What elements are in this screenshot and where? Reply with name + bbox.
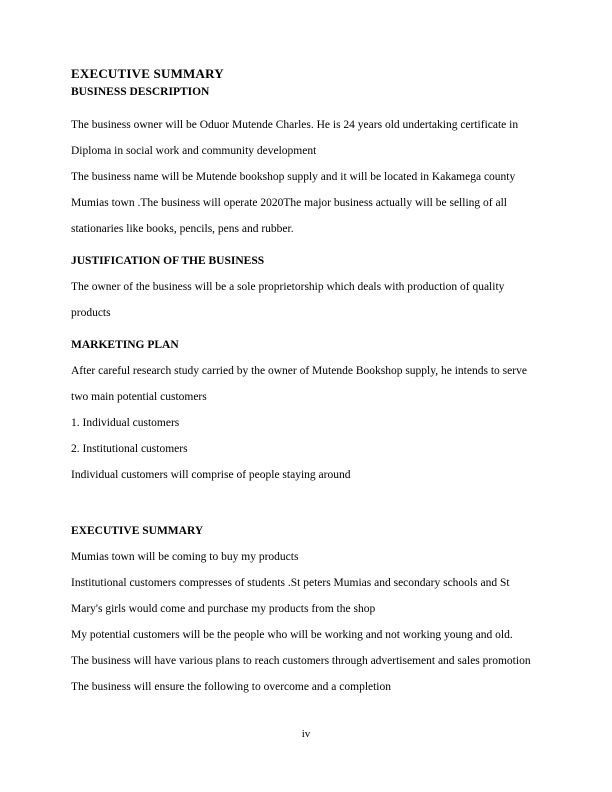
heading-business-description: BUSINESS DESCRIPTION: [71, 86, 210, 98]
paragraph-mumias-town: Mumias town will be coming to buy my products: [71, 551, 299, 563]
paragraph-research-study: After careful research study carried by the owner of Mutende Bookshop supply, he intends to serve two main potential customers: [71, 365, 527, 403]
list-item-individual-customers: 1. Individual customers: [71, 417, 180, 429]
paragraph-sole-proprietorship: The owner of the business will be a sole proprietorship which deals with production of quality products: [71, 281, 505, 319]
heading-executive-summary: EXECUTIVE SUMMARY: [71, 66, 224, 81]
paragraph-business-name-location: The business name will be Mutende bookshop supply and it will be located in Kakamega county Mumias town .The business will operate 2020The major business actually will be selling of all stationaries like books, pencils, pens and rubber.: [71, 171, 516, 235]
paragraph-institutional-customers-detail: Institutional customers compresses of students .St peters Mumias and secondary schools and St Mary's girls would come and purchase my products from the shop: [71, 577, 510, 615]
page-number: iv: [301, 728, 311, 740]
heading-justification-of-the-business: JUSTIFICATION OF THE BUSINESS: [71, 255, 265, 267]
paragraph-overcome-completion: The business will ensure the following to overcome and a completion: [71, 681, 392, 693]
list-item-institutional-customers: 2. Institutional customers: [71, 443, 188, 455]
paragraph-individual-customers-comprise: Individual customers will comprise of people staying around: [71, 469, 351, 481]
heading-marketing-plan: MARKETING PLAN: [71, 339, 179, 351]
paragraph-advertisement-promotion: The business will have various plans to reach customers through advertisement and sales promotion: [71, 655, 531, 667]
document-content: [71, 64, 542, 700]
paragraph-business-owner: The business owner will be Oduor Mutende Charles. He is 24 years old undertaking certificate in Diploma in social work and community development: [71, 119, 519, 157]
heading-executive-summary-2: EXECUTIVE SUMMARY: [71, 525, 204, 537]
paragraph-potential-customers: My potential customers will be the people who will be working and not working young and old.: [71, 629, 513, 641]
